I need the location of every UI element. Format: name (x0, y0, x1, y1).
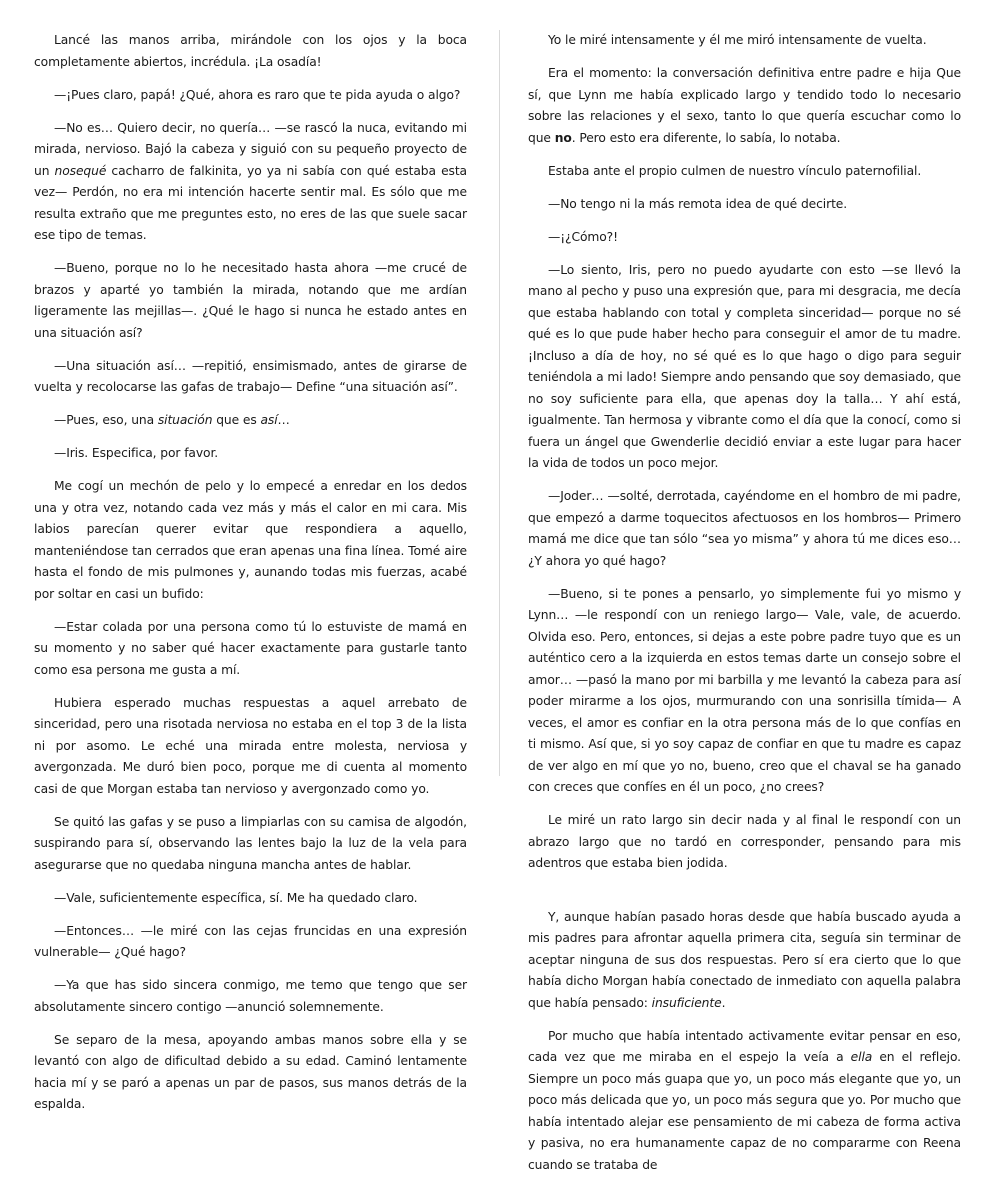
paragraph (528, 30, 961, 52)
text-run: Le miré un rato largo sin decir nada y al final le respondí con un abrazo largo que no tardó en corresponder, pensando para mis adentros que estaba bien jodida. (528, 813, 961, 870)
paragraph (34, 921, 467, 964)
text-run: Y, aunque habían pasado horas desde que había buscado ayuda a mis padres para afrontar aquella primera cita, seguía sin terminar de aceptar ninguna de sus dos respuestas. Pero sí era cierto que lo que había dicho Morgan había conectado de inmediato con aquella palabra que había pensado: (528, 909, 961, 1010)
bold-text: no (554, 130, 572, 145)
text-run: —Bueno, si te pones a pensarlo, yo simplemente fui yo mismo y Lynn… —le respondí con un reniego largo— Vale, vale, de acuerdo. Olvida eso. Pero, entonces, si dejas a este pobre padre tuyo que es un auténtico cero a la izquierda en estos temas darte un consejo sobre el amor… —pasó la mano por mi barbilla y me levantó la cabeza para así poder mirarme a los ojos, murmurando con una sonrisilla tímida— A veces, el amor es confiar en la otra persona más de lo que confías en ti mismo. Así que, si yo soy capaz de confiar en que tu madre es capaz de ver algo en mí que yo no, bueno, creo que el chaval se ha ganado con creces que confíes en él un poco, ¿no crees? (528, 586, 961, 794)
text-run: Hubiera esperado muchas respuestas a aquel arrebato de sinceridad, pero una risotada nerviosa no estaba en el top 3 de la lista ni por asomo. Le eché una mirada entre molesta, nerviosa y avergonzada. Me duró bien poco, porque me di cuenta al momento casi de que Morgan estaba tan nervioso y avergonzado como yo. (34, 695, 467, 796)
text-run: —Vale, suficientemente específica, sí. Me ha quedado claro. (54, 890, 418, 905)
paragraph (34, 617, 467, 682)
italic-text: insuficiente (651, 995, 722, 1010)
paragraph (34, 356, 467, 399)
text-run: —Joder… —solté, derrotada, cayéndome en el hombro de mi padre, que empezó a darme toquecitos afectuosos en los hombros— Primero mamá me dice que tan sólo “sea yo misma” y ahora tú me dices eso… ¿Y ahora yo qué hago? (528, 489, 961, 568)
paragraph (34, 888, 467, 910)
text-run: . (721, 995, 726, 1010)
text-run: —No es… Quiero decir, no quería… —se rascó la nuca, evitando mi mirada, nervioso. Bajó la cabeza y siguió con su pequeño proyecto de un (34, 120, 467, 178)
text-run: Yo le miré intensamente y él me miró intensamente de vuelta. (548, 33, 927, 47)
text-run: Era el momento: la conversación definitiva entre padre e hija Que sí, que Lynn me había explicado largo y tendido todo lo necesario sobre las relaciones y el sexo, tanto lo que quería escuchar como lo que (528, 66, 961, 145)
text-run: —Bueno, porque no lo he necesitado hasta ahora —me crucé de brazos y aparté yo también la mirada, notando que me ardían ligeramente las mejillas—. ¿Qué le hago si nunca he estado antes en una situación así? (34, 261, 467, 340)
text-run: —Iris. Especifica, por favor. (54, 446, 219, 460)
paragraph (34, 443, 467, 465)
paragraph (34, 258, 467, 344)
left-page (34, 30, 467, 1127)
text-run: —Entonces… —le miré con las cejas fruncidas en una expresión vulnerable— ¿Qué hago? (34, 923, 467, 959)
page-divider (499, 30, 500, 776)
paragraph (528, 1026, 961, 1177)
text-run: . Pero esto era diferente, lo sabía, lo notaba. (571, 130, 841, 145)
text-run: que es (212, 413, 261, 427)
text-run: —Estar colada por una persona como tú lo estuviste de mamá en su momento y no saber qué hacer exactamente para gustarle tanto como esa persona me gusta a mí. (34, 619, 467, 677)
paragraph (34, 30, 467, 73)
text-run: Me cogí un mechón de pelo y lo empecé a enredar en los dedos una y otra vez, notando cada vez más y más el calor en mi cara. Mis labios parecían querer evitar que respondiera a aquello, manteniéndose tan cerrados que eran apenas una fina línea. Tomé aire hasta el fondo de mis pulmones y, aunando todas mis fuerzas, acabé por soltar en casi un bufido: (34, 479, 467, 601)
paragraph (528, 194, 961, 216)
paragraph (528, 260, 961, 475)
text-run: en el reflejo. Siempre un poco más guapa que yo, un poco más elegante que yo, un poco más delicada que yo, un poco más segura que yo. Por mucho que había intentado alejar ese pensamiento de mi cabeza de forma activa y pasiva, no era humanamente capaz de no compararme con Reena cuando se trataba de (528, 1050, 961, 1172)
paragraph (34, 975, 467, 1018)
paragraph (528, 810, 961, 875)
paragraph (528, 907, 961, 1015)
right-page (528, 30, 961, 1188)
text-run: … (277, 413, 290, 427)
paragraph (34, 1030, 467, 1116)
text-run: —No tengo ni la más remota idea de qué decirte. (548, 196, 848, 211)
italic-text: situación (157, 413, 213, 427)
paragraph (528, 584, 961, 799)
paragraph (34, 410, 467, 432)
text-run: —Pues, eso, una (54, 413, 158, 427)
text-run: —Ya que has sido sincera conmigo, me temo que tengo que ser absolutamente sincero contigo —anunció solemnemente. (34, 978, 467, 1014)
text-run: —Lo siento, Iris, pero no puedo ayudarte con esto —se llevó la mano al pecho y puso una expresión que, para mi desgracia, me decía que estaba hablando con total y completa sinceridad— porque no sé qué es lo que pude haber hecho para conseguir el amor de tu madre. ¡Incluso a día de hoy, no sé qué es lo que hago o digo para seguir teniéndola a mi lado! Siempre ando pensando que soy demasiado, que no soy suficiente para ella, que apenas doy la talla… Y ahí está, igualmente. Tan hermosa y vibrante como el día que la conocí, como si fuera un ángel que Gwenderlie decidió enviar a este lugar para hacer la vida de todos un poco mejor. (528, 262, 961, 470)
paragraph (528, 161, 961, 183)
text-run: Estaba ante el propio culmen de nuestro vínculo paternofilial. (548, 163, 922, 178)
text-run: Se quitó las gafas y se puso a limpiarlas con su camisa de algodón, suspirando para sí, observando las lentes bajo la luz de la vela para asegurarse que no quedaba ninguna mancha antes de hablar. (34, 814, 467, 872)
text-run: Por mucho que había intentado activamente evitar pensar en eso, cada vez que me miraba en el espejo la veía a (528, 1028, 961, 1064)
text-run: cacharro de falkinita, yo ya ni sabía con qué estaba esta vez— Perdón, no era mi intención hacerte sentir mal. Es sólo que me resulta extraño que me preguntes esto, no eres de las que suele sacar ese tipo de temas. (34, 163, 467, 242)
text-run: —Una situación así… —repitió, ensimismado, antes de girarse de vuelta y recolocarse las gafas de trabajo— Define “una situación así”. (34, 358, 467, 394)
paragraph (528, 63, 961, 149)
paragraph (34, 812, 467, 877)
text-run: —¡Pues claro, papá! ¿Qué, ahora es raro que te pida ayuda o algo? (54, 87, 461, 102)
paragraph (528, 486, 961, 572)
paragraph (34, 476, 467, 605)
italic-text: nosequé (54, 163, 107, 178)
paragraph (528, 227, 961, 249)
paragraph (34, 693, 467, 801)
paragraph (34, 118, 467, 247)
text-run: —¡¿Cómo?! (548, 229, 618, 244)
paragraph (34, 85, 467, 107)
italic-text: ella (850, 1050, 873, 1064)
text-run: Lancé las manos arriba, mirándole con los ojos y la boca completamente abiertos, incrédula. ¡La osadía! (34, 33, 467, 69)
italic-text: así (260, 413, 278, 427)
text-run: Se separo de la mesa, apoyando ambas manos sobre ella y se levantó con algo de dificultad debido a su edad. Caminó lentamente hacia mí y se paró a apenas un par de pasos, sus manos detrás de la espalda. (34, 1032, 467, 1111)
